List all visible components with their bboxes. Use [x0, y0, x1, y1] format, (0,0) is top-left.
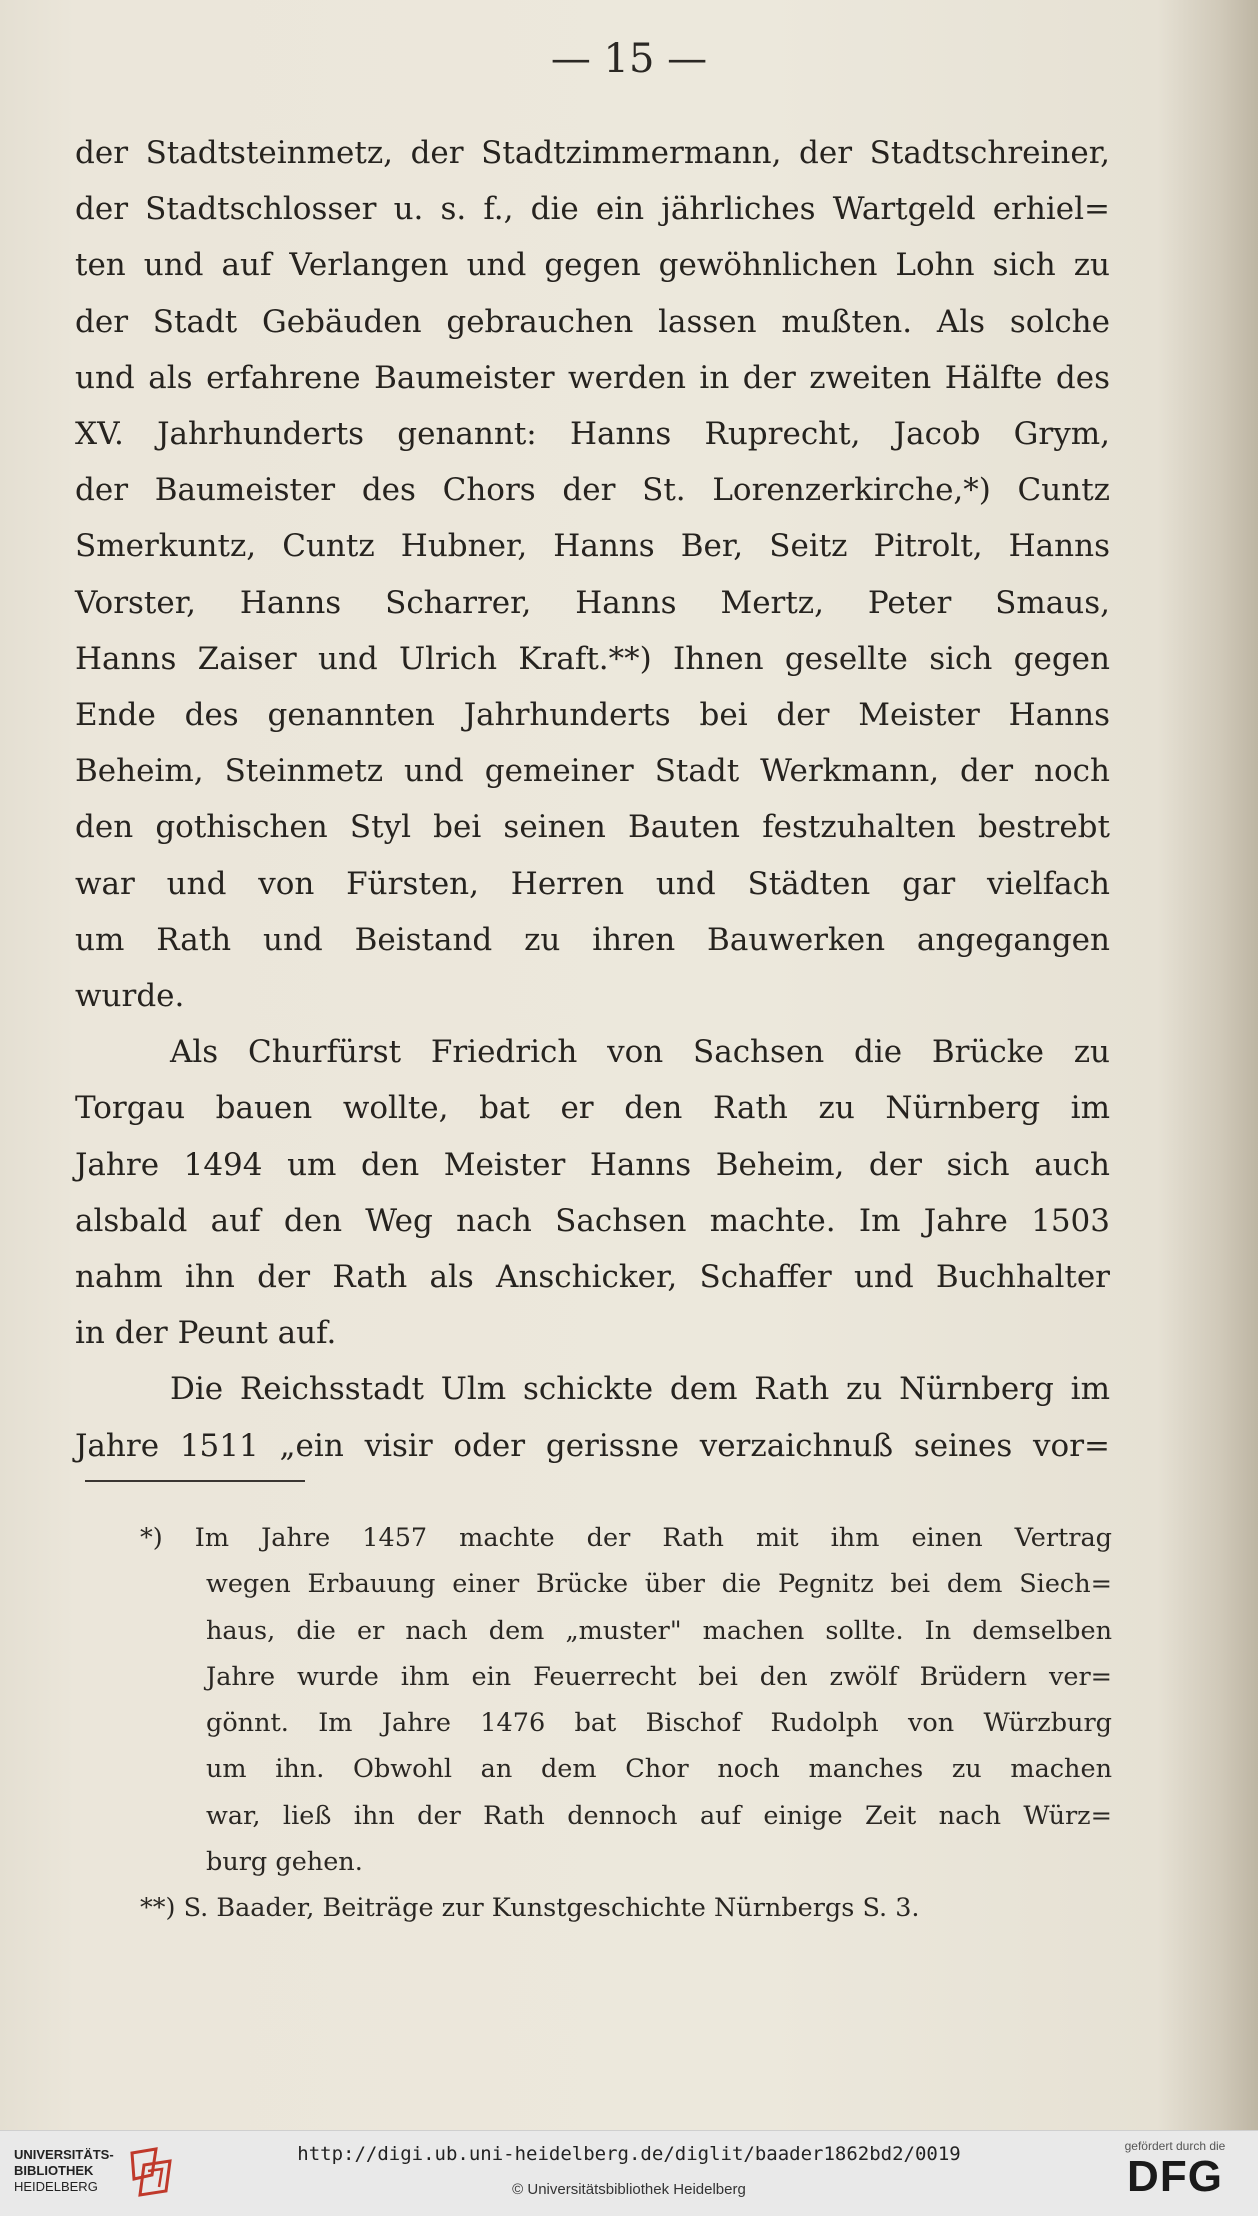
library-name-line: BIBLIOTHEK	[14, 2163, 94, 2178]
body-line: alsbald auf den Weg nach Sachsen machte. Im Jahre 1503	[75, 1202, 1110, 1239]
body-line: XV. Jahrhunderts genannt: Hanns Ruprecht, Jacob Grym,	[75, 416, 1110, 453]
body-line: Torgau bauen wollte, bat er den Rath zu Nürnberg im	[75, 1090, 1110, 1127]
library-name-line: HEIDELBERG	[14, 2179, 98, 2194]
footnote-line: wegen Erbauung einer Brücke über die Pegnitz bei dem Siech=	[206, 1569, 1112, 1600]
body-line: den gothischen Styl bei seinen Bauten festzuhalten bestrebt	[75, 809, 1110, 846]
footnote-marker: **)	[140, 1893, 176, 1924]
footnote-marker: *)	[140, 1523, 163, 1553]
body-line: der Stadtschlosser u. s. f., die ein jährliches Wartgeld erhiel=	[75, 191, 1110, 228]
body-line: Jahre 1494 um den Meister Hanns Beheim, der sich auch	[75, 1146, 1110, 1183]
footnote-text: S. Baader, Beiträge zur Kunstgeschichte Nürnbergs S. 3.	[183, 1893, 920, 1924]
body-text	[75, 125, 1110, 1474]
library-name-line: UNIVERSITÄTS-	[14, 2147, 114, 2162]
body-line: ten und auf Verlangen und gegen gewöhnlichen Lohn sich zu	[75, 247, 1110, 284]
footnote-line: war, ließ ihn der Rath dennoch auf einige Zeit nach Würz=	[206, 1800, 1112, 1831]
footnote-divider	[85, 1480, 305, 1482]
body-line: wurde.	[75, 978, 185, 1015]
dfg-logo-text: DFG	[1127, 2152, 1223, 2201]
body-line: in der Peunt auf.	[75, 1315, 337, 1352]
page-number: — 15 —	[550, 36, 708, 82]
funder-caption: gefördert durch die	[1124, 2139, 1226, 2153]
footnote-line: gönnt. Im Jahre 1476 bat Bischof Rudolph von Würzburg	[206, 1708, 1112, 1739]
copyright-notice: © Universitätsbibliothek Heidelberg	[512, 2181, 746, 2198]
body-line: und als erfahrene Baumeister werden in der zweiten Hälfte des	[75, 359, 1110, 396]
body-line: Die Reichsstadt Ulm schickte dem Rath zu Nürnberg im	[170, 1371, 1110, 1408]
body-line: um Rath und Beistand zu ihren Bauwerken angegangen	[75, 921, 1110, 958]
footnote-line: burg gehen.	[206, 1847, 363, 1878]
body-line: nahm ihn der Rath als Anschicker, Schaffer und Buchhalter	[75, 1259, 1110, 1296]
footnote-line: um ihn. Obwohl an dem Chor noch manches zu machen	[206, 1754, 1112, 1785]
body-line: Hanns Zaiser und Ulrich Kraft.**) Ihnen gesellte sich gegen	[75, 640, 1110, 677]
body-line: Ende des genannten Jahrhunderts bei der Meister Hanns	[75, 697, 1110, 734]
viewer-footer	[0, 2130, 1258, 2216]
body-line: Als Churfürst Friedrich von Sachsen die Brücke zu	[170, 1034, 1110, 1071]
dfg-funder-logo[interactable]	[1110, 2139, 1240, 2209]
body-line: der Stadtsteinmetz, der Stadtzimmermann, der Stadtschreiner,	[75, 135, 1110, 171]
footnote-line: Jahre wurde ihm ein Feuerrecht bei den zwölf Brüdern ver=	[206, 1661, 1112, 1692]
permalink-url[interactable]: http://digi.ub.uni-heidelberg.de/diglit/baader1862bd2/0019	[297, 2143, 961, 2165]
body-line: Jahre 1511 „ein visir oder gerissne verzaichnuß seines vor=	[75, 1427, 1110, 1464]
footnote-line	[140, 1885, 1112, 1931]
footnote-text: Im Jahre 1457 machte der Rath mit ihm einen Vertrag	[194, 1523, 1113, 1553]
footnote-line: haus, die er nach dem „muster" machen sollte. In demselben	[206, 1615, 1112, 1646]
footnotes	[140, 1515, 1112, 1932]
body-line: Smerkuntz, Cuntz Hubner, Hanns Ber, Seitz Pitrolt, Hanns	[75, 528, 1110, 565]
body-line: Beheim, Steinmetz und gemeiner Stadt Werkmann, der noch	[75, 753, 1110, 790]
body-line: der Baumeister des Chors der St. Lorenzerkirche,*) Cuntz	[75, 472, 1110, 509]
body-line: der Stadt Gebäuden gebrauchen lassen mußten. Als solche	[75, 303, 1110, 340]
footnote-line	[140, 1515, 1112, 1561]
body-line: Vorster, Hanns Scharrer, Hanns Mertz, Peter Smaus,	[75, 584, 1110, 621]
body-line: war und von Fürsten, Herren und Städten gar vielfach	[75, 865, 1110, 902]
